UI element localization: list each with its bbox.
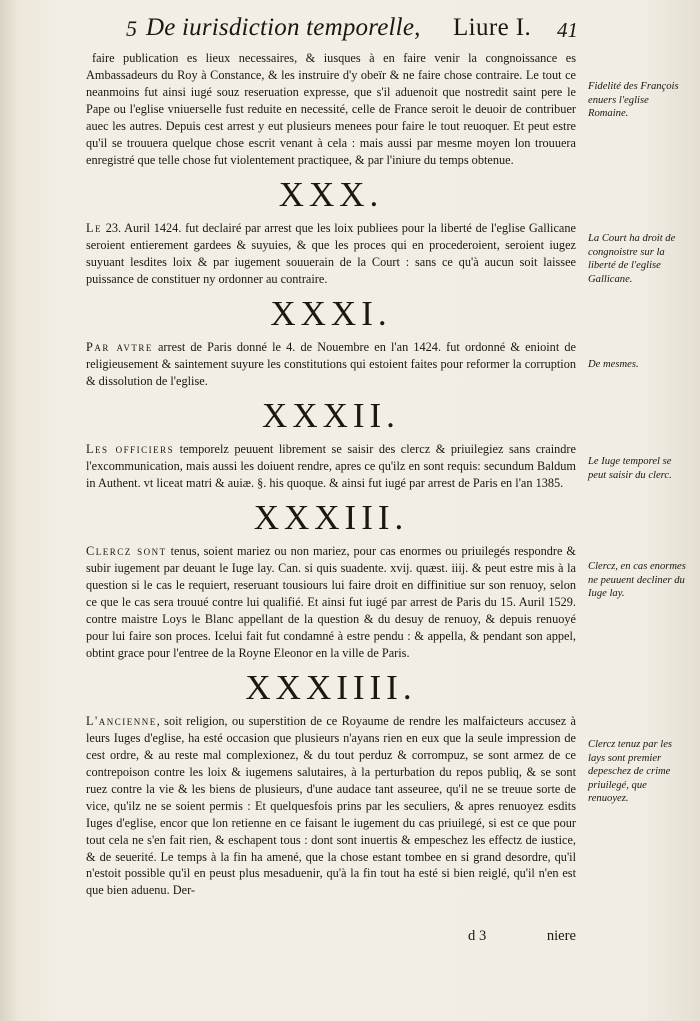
signature-mark: 5 [126,16,137,41]
catchword: niere [546,928,576,944]
margin-note: Clercz, en cas enormes ne peuuent decliner du Iuge lay. [588,561,686,600]
page-footer [86,928,576,948]
paragraph-text: temporelz peuuent librement se saisir des clercz & priuilegiez sans craindre l'excommunication, mais aussi les doiuent rendre, apres ce qu'ilz en sont requis: secundum Baldum in Authent. vt liceat matri & auiæ. §. his quoque. & ainsi fut iugé par arrest de Paris en l'an 1385. [86,441,576,490]
section-heading-xxx: XXX. [278,174,384,214]
paragraph-lead: Par avtre [86,339,153,354]
margin-note: La Court ha droit de congnoistre sur la liberté de l'eglise Gallicane. [588,233,676,285]
book-number: Liure I. [453,14,532,41]
paragraph-text: 23. Auril 1424. fut declairé par arrest que les loix publiees pour la liberté de l'eglise Gallicane seroient entierement gardees & suyuies, & que les proces qui en procederoient, seroient iugez suyuant lesdites loix & par iugement souuerain de la Court : sans ce qu'à aucun soit laissee puissance de constituer ny ordonner au contraire. [86,220,576,286]
running-head [0,14,700,44]
paragraph-xxxiii [86,543,576,662]
margin-note: Clercz tenuz par les lays sont premier depeschez de crime priuilegé, que renuoyez. [588,739,673,805]
paragraph-lead: L'ancienne [86,713,157,728]
section-heading-xxxi: XXXI. [270,293,392,333]
paragraph-text: tenus, soient mariez ou non mariez, pour cas enormes ou priuilegés respondre & subir iugement par deuant le Iuge lay. Can. si quis suadente. xvij. quæst. iiij. & peut estre mis à la question si le cas le requiert, reseruant tousiours lui faire droit en diffinitiue sur son renuoy, selon ce que le cas sera trouué contre lui qualifié. Et ainsi fut iugé par arrest de Paris du 15. Auril 1529. contre maistre Loys le Blanc appellant de la question & du desuy de renuoy, & depuis renuoyé pour lui faire son proces. Icelui fait fut condamné à estre pendu : & appella, & pendant son appel, obtint grace pour l'entree de la Royne Eleonor en la ville de Paris. [86,543,577,660]
paragraph-lead: Clercz sont [86,543,167,558]
paragraph-xxxii [86,441,576,492]
paragraph-text: arrest de Paris donné le 4. de Nouembre en l'an 1424. fut ordonné & enioint de religieusement & saintement suyure les constitutions qui estoient faites pour reformer la corruption & dissolution de l'eglise. [86,339,576,388]
running-title: De iurisdiction temporelle, [146,14,421,41]
paragraph-lead: Le [86,220,103,235]
paragraph-continuation [86,50,576,169]
folio-number: 41 [557,18,578,42]
section-heading-xxxii: XXXII. [262,395,400,435]
paragraph-text: , soit religion, ou superstition de ce Royaume de rendre les malfaicteurs accusez à leurs Iuges d'eglise, ha esté occasion que plusieurs n'ayans rien en eux que la seule impression de cest ordre, & au reste mal complexionez, & du tout perduz & corrompuz, se sont armez de ce contrepoison contre les loix & iugemens salutaires, à la perturbation du repos publiq, & se sont ruez contre la vie & les biens de plusieurs, d'une audace tant asseuree, qu'il ne se treuue sorte de vice, qu'ilz ne se soient permis : Et quelquesfois prins par les seculiers, & apres renuoyez esdits Iuges d'eglise, encor que lon retienne en ce faisant le iugement du cas priuilegé, si est ce que pour tout cela ne s'en fait rien, & eschapent tous : dont sont inuertis & empeschez les effectz de iustice, & de seuerité. Le temps à la fin ha amené, que la chose estant tombee en si grand desordre, qu'il n'estoit possible qu'il en peust plus mesaduenir, qu'à la fin tout ha esté si bien reiglé, qu'il n'en est que bien aduenu. Der- [86,713,576,898]
gathering-signature: d 3 [468,928,487,944]
margin-note: Le Iuge temporel se peut saisir du clerc. [588,456,672,481]
paragraph-text: faire publication es lieux necessaires, & iusques à en faire venir la congnoissance es Ambassadeurs du Roy à Constance, & les instruire d'y obeïr & ne faire chose contraire. Le tout ce neanmoins fut ainsi iugé souz reseruation expresse, que s'il aduenoit que nostredit saint pere le Pape ou l'eglise vniuerselle fust reduite en necessité, celle de France seroit le deuoir de contribuer auec les autres. Depuis cest arrest y eut plusieurs menees pour faire le tout reuoquer. Et peut estre qu'il se trouuera quelque chose escrit venant à cela : mais aussi par mesme moyen lon trouuera enregistré que telle chose fut violentement practiquee, & par l'iniure du temps obtenue. [86,51,576,167]
paragraph-xxxiiii [86,713,576,900]
margin-note: De mesmes. [588,359,639,370]
paragraph-xxx [86,220,576,288]
section-heading-xxxiiii: XXXIIII. [245,667,417,707]
main-text [86,50,576,899]
paragraph-xxxi [86,339,576,390]
margin-note: Fidelité des François enuers l'eglise Romaine. [588,81,679,120]
paragraph-lead: Les officiers [86,441,175,456]
section-heading-xxxiii: XXXIII. [253,497,409,537]
